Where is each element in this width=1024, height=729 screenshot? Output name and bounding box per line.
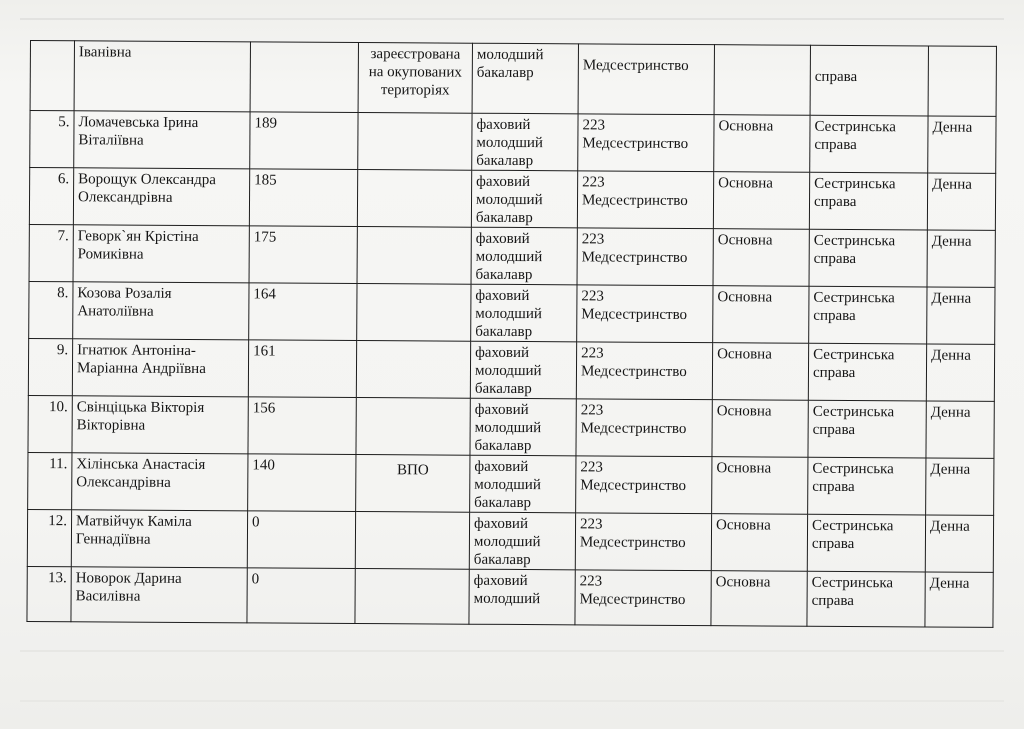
score-cell: 0 xyxy=(247,511,355,569)
specialty-cell: 223 Медсестринство xyxy=(576,399,712,457)
note-cell xyxy=(357,170,471,228)
degree-level-cell: фаховий молодший бакалавр xyxy=(470,341,576,399)
note-cell: ВПО xyxy=(356,454,470,512)
note-cell xyxy=(356,341,470,399)
specialty-cell: 223 Медсестринство xyxy=(575,513,711,571)
degree-level-cell: фаховий молодший бакалавр xyxy=(471,284,577,342)
basis-cell: Основна xyxy=(711,514,807,572)
applicant-name-cell: Іванівна xyxy=(74,41,250,112)
table-row xyxy=(27,509,993,572)
program-cell: Сестринська справа xyxy=(807,571,925,627)
row-number-cell: 13. xyxy=(27,566,71,621)
program-cell: Сестринська справа xyxy=(808,400,926,458)
row-number-cell: 9. xyxy=(28,338,72,395)
degree-level-cell: фаховий молодший бакалавр xyxy=(471,170,577,228)
basis-cell: Основна xyxy=(711,571,807,627)
row-number-cell: 6. xyxy=(29,168,73,225)
program-cell: Сестринська справа xyxy=(809,229,927,287)
study-form-cell: Денна xyxy=(927,287,995,344)
score-cell: 156 xyxy=(248,397,356,455)
note-cell xyxy=(357,227,471,285)
score-cell: 185 xyxy=(249,169,357,227)
specialty-cell: Медсестринство xyxy=(578,44,714,115)
applicant-name-cell: Козова Розалія Анатоліївна xyxy=(73,282,249,340)
degree-level-cell: фаховий молодший бакалавр xyxy=(469,512,575,570)
table-row xyxy=(29,281,995,344)
degree-level-cell: фаховий молодший бакалавр xyxy=(471,227,577,285)
score-cell xyxy=(250,42,358,113)
score-cell: 140 xyxy=(248,454,356,512)
note-cell: зареєстрована на окупованих територіях xyxy=(358,43,472,114)
basis-cell: Основна xyxy=(713,172,809,230)
program-cell: Сестринська справа xyxy=(809,286,927,344)
table-row xyxy=(27,566,993,627)
specialty-cell: 223 Медсестринство xyxy=(578,114,714,172)
specialty-cell: 223 Медсестринство xyxy=(576,342,712,400)
note-cell xyxy=(358,113,472,171)
table-row xyxy=(28,452,994,515)
study-form-cell xyxy=(928,46,996,116)
table-row xyxy=(29,224,995,287)
note-cell xyxy=(355,511,469,569)
note-cell xyxy=(356,398,470,456)
row-number-cell: 7. xyxy=(29,224,73,281)
score-cell: 175 xyxy=(249,226,357,284)
study-form-cell: Денна xyxy=(928,116,996,173)
applicants-table xyxy=(26,40,997,628)
note-cell xyxy=(357,284,471,342)
row-number-cell: 10. xyxy=(28,395,72,452)
specialty-cell: 223 Медсестринство xyxy=(575,570,711,626)
degree-level-cell: фаховий молодший бакалавр xyxy=(472,113,578,171)
row-number-cell xyxy=(30,41,74,111)
program-cell: Сестринська справа xyxy=(808,457,926,515)
study-form-cell: Денна xyxy=(925,572,993,627)
study-form-cell: Денна xyxy=(927,230,995,287)
applicant-name-cell: Ворощук Олександра Олександрівна xyxy=(73,168,249,226)
score-cell: 0 xyxy=(247,568,355,624)
score-cell: 161 xyxy=(248,340,356,398)
specialty-cell: 223 Медсестринство xyxy=(577,228,713,286)
applicant-name-cell: Хілінська Анастасія Олександрівна xyxy=(72,453,248,511)
program-cell: справа xyxy=(810,45,928,116)
specialty-cell: 223 Медсестринство xyxy=(576,456,712,514)
scan-artifact xyxy=(20,18,1004,20)
scan-artifact xyxy=(20,650,1004,652)
specialty-cell: 223 Медсестринство xyxy=(577,171,713,229)
degree-level-cell: фаховий молодший бакалавр xyxy=(470,455,576,513)
score-cell: 189 xyxy=(250,112,358,170)
table-row xyxy=(29,168,995,231)
basis-cell: Основна xyxy=(713,286,809,344)
degree-level-cell: фаховий молодший бакалавр xyxy=(470,398,576,456)
degree-level-cell: молодший бакалавр xyxy=(472,43,578,114)
score-cell: 164 xyxy=(249,283,357,341)
applicant-name-cell: Свінціцька Вікторія Вікторівна xyxy=(72,396,248,454)
scan-artifact xyxy=(20,700,1004,702)
applicant-name-cell: Матвійчук Каміла Геннадіївна xyxy=(71,510,247,568)
study-form-cell: Денна xyxy=(926,344,994,401)
row-number-cell: 11. xyxy=(28,452,72,509)
program-cell: Сестринська справа xyxy=(809,172,927,230)
table-row xyxy=(30,41,996,117)
note-cell xyxy=(355,568,469,624)
program-cell: Сестринська справа xyxy=(808,343,926,401)
study-form-cell: Денна xyxy=(926,458,994,515)
basis-cell: Основна xyxy=(712,457,808,515)
table-row xyxy=(28,395,994,458)
study-form-cell: Денна xyxy=(927,173,995,230)
row-number-cell: 12. xyxy=(27,509,71,566)
program-cell: Сестринська справа xyxy=(810,115,928,173)
study-form-cell: Денна xyxy=(926,401,994,458)
table-row xyxy=(30,111,996,174)
basis-cell: Основна xyxy=(712,343,808,401)
row-number-cell: 8. xyxy=(29,281,73,338)
basis-cell xyxy=(714,45,810,116)
applicant-name-cell: Ігнатюк Антоніна-Маріанна Андріївна xyxy=(72,339,248,397)
degree-level-cell: фаховий молодший xyxy=(469,569,575,625)
study-form-cell: Денна xyxy=(925,515,993,572)
row-number-cell: 5. xyxy=(30,111,74,168)
basis-cell: Основна xyxy=(714,115,810,173)
table-row xyxy=(28,338,994,401)
applicant-name-cell: Ломачевська Ірина Віталіївна xyxy=(74,111,250,169)
specialty-cell: 223 Медсестринство xyxy=(577,285,713,343)
program-cell: Сестринська справа xyxy=(807,514,925,572)
applicant-name-cell: Геворк`ян Крістіна Ромиківна xyxy=(73,225,249,283)
applicant-name-cell: Новорок Дарина Василівна xyxy=(71,567,247,623)
basis-cell: Основна xyxy=(713,229,809,287)
basis-cell: Основна xyxy=(712,400,808,458)
